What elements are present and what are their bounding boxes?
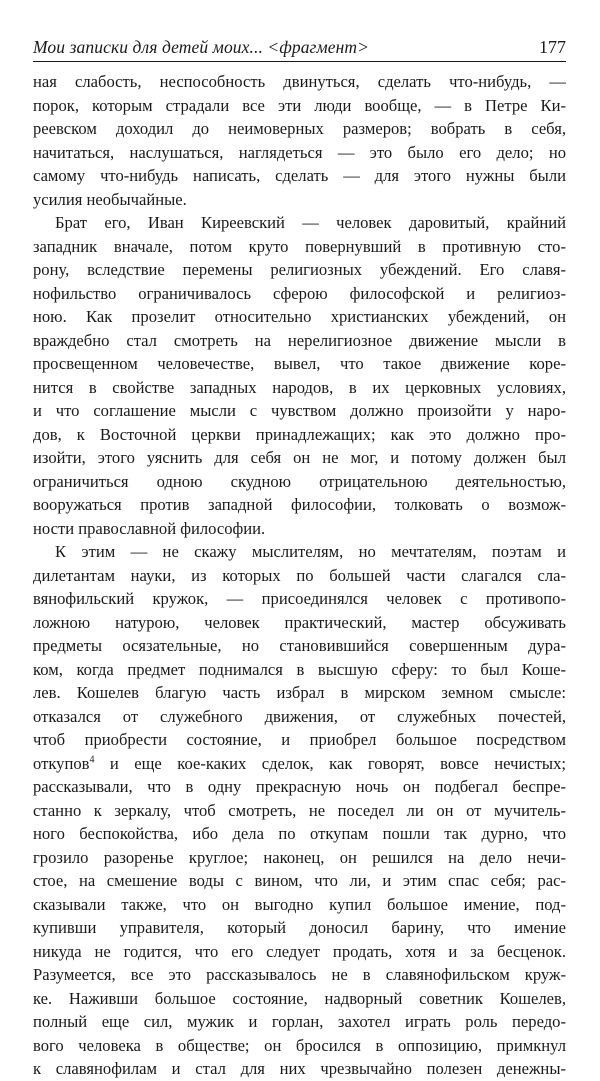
footnote-marker[interactable]: 4 [89, 753, 95, 765]
text-line: реевском доходил до неимоверных размеров; вобрать в себя, [33, 119, 566, 138]
text-line: самому что-нибудь написать, сделать — для этого нужны были [33, 166, 566, 185]
text-line: изойти, этого уяснить для себя он не мог, и потому должен был [33, 448, 566, 467]
text-line: ограничиться одною скудною отрицательною деятельностью, [33, 471, 566, 491]
text-line: рону, вследствие перемены религиозных убеждений. Его славя- [33, 260, 566, 279]
text-line: рассказывали, что в одну прекрасную ночь он подбегал беспре- [33, 777, 566, 796]
text-line: дов, к Восточной церкви принадлежащих; как это должно про- [33, 424, 566, 444]
text-line: ною. Как прозелит относительно христианских убеждений, он [33, 307, 566, 326]
text-line: вянофильский кружок, — присоединялся человек с противопо- [33, 589, 566, 608]
text-line: отказался от служебного движения, от служебных почестей, [33, 706, 566, 726]
text-line: и что соглашение мысли с чувством должно произойти у наро- [33, 401, 566, 420]
text-line: дилетантам науки, из которых по большей части слагался сла- [33, 565, 566, 585]
text-line: Брат его, Иван Киреевский — человек даровитый, крайний [55, 213, 566, 232]
page-number: 177 [539, 37, 566, 57]
text-line: усилия необычайные. [33, 189, 187, 209]
text-line: порок, которым страдали все эти люди вообще, — в Петре Ки- [33, 95, 566, 115]
text-line: к славянофилам и стал для них чрезвычайно полезен денежны- [33, 1059, 566, 1078]
text-line: полный еще сил, мужик и горлан, захотел играть роль передо- [33, 1012, 566, 1031]
text-line: предметы осязательные, но становившийся совершенным дура- [33, 636, 566, 655]
text-line: вооружаться против западной философии, толковать о возмож- [33, 495, 566, 514]
text-line: лев. Кошелев благую часть избрал в мирском земном смысле: [33, 683, 566, 702]
text-line-with-footnote [33, 752, 566, 776]
text-fragment: откупов [33, 753, 90, 773]
text-line: враждебно стал смотреть на нерелигиозное движение мысли в [33, 330, 566, 350]
header-rule [33, 61, 566, 62]
text-line: купивши управителя, который доносил барину, что имение [33, 918, 566, 937]
text-line: нофильство ограничивалось сферою философской и религиоз- [33, 283, 566, 303]
text-line: сказывали также, что он выгодно купил большое имение, под- [33, 894, 566, 914]
text-line: станно к зеркалу, чтоб смотреть, не поседел ли он от мучитель- [33, 800, 566, 820]
text-line: нится в свойстве западных народов, в их церковных условиях, [33, 377, 566, 397]
text-line: ком, когда предмет поднимался в высшую сферу: то был Коше- [33, 659, 566, 679]
text-line: Разумеется, все это рассказывалось не в славянофильском круж- [33, 965, 566, 984]
text-line: западник вначале, потом круто повернувший в противную сто- [33, 236, 566, 256]
text-line: начитаться, наслушаться, наглядеться — это было его дело; но [33, 142, 566, 162]
text-line: стое, на смешение воды с вином, что ли, и этим спас себя; рас- [33, 871, 566, 890]
text-line: К этим — не скажу мыслителям, но мечтателям, поэтам и [55, 542, 566, 561]
text-line: ная слабость, неспособность двинуться, сделать что-нибудь, — [33, 72, 566, 91]
text-line: ложною натурою, человек практический, мастер обсуживать [33, 612, 566, 632]
text-line: грозило разоренье круглое; наконец, он решился на дело нечи- [33, 847, 566, 867]
running-head [33, 33, 566, 63]
running-head-title: Мои записки для детей моих... <фрагмент> [33, 37, 370, 57]
body-text [33, 70, 566, 1081]
text-line: ке. Наживши большое состояние, надворный советник Кошелев, [33, 988, 566, 1008]
text-line: ности православной философии. [33, 518, 266, 538]
text-line: чтоб приобрести состояние, и приобрел большое посредством [33, 730, 566, 749]
text-line: вого человека в обществе; он бросился в оппозицию, примкнул [33, 1035, 566, 1055]
text-line: никуда не годится, что его следует продать, хотя и за бесценок. [33, 941, 566, 961]
text-line: ного беспокойства, ибо дела по откупам пошли так дурно, что [33, 824, 566, 843]
text-line: просвещенном человечестве, вывел, что такое движение коре- [33, 354, 566, 373]
text-fragment: и еще кое-каких сделок, как говорят, вовсе нечистых; [94, 753, 566, 773]
